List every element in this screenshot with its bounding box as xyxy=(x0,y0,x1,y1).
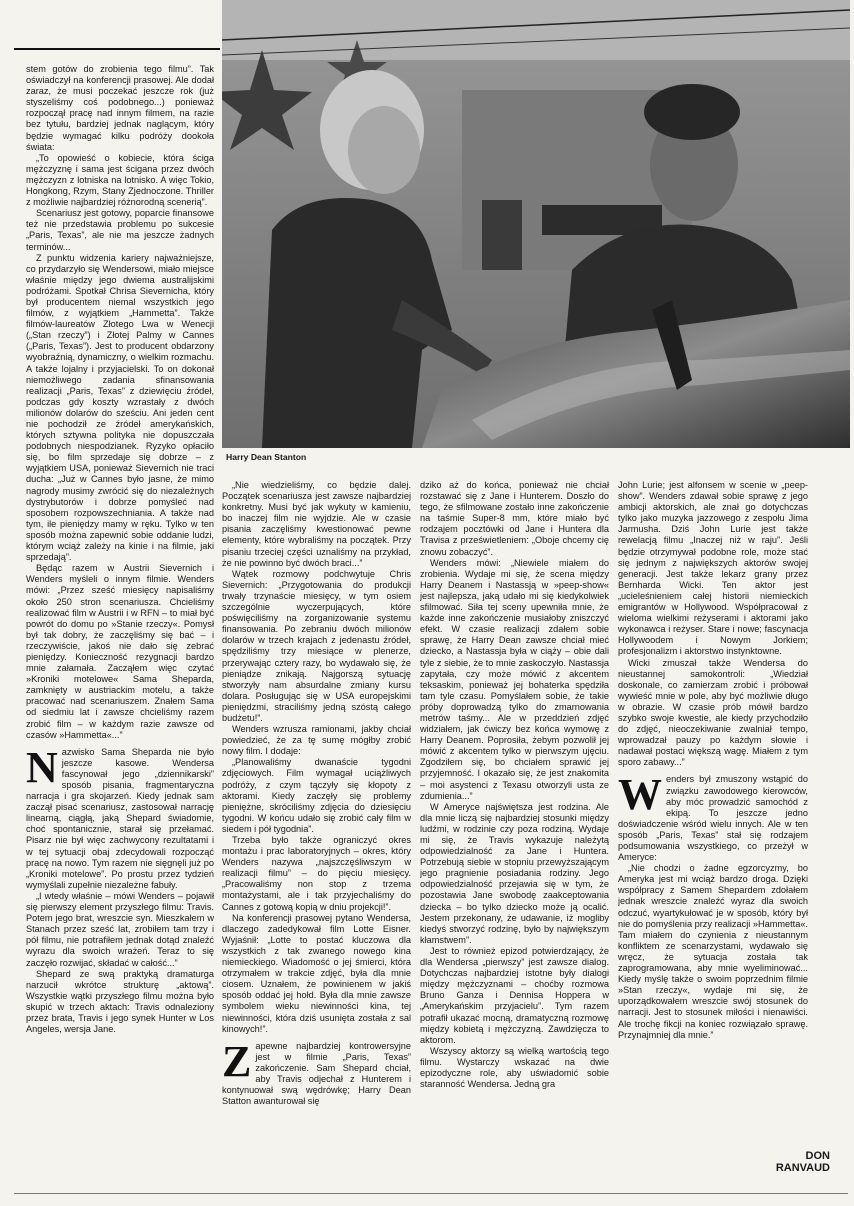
paragraph: „Nie chodzi o żadne egzorcyzmy, bo Ameryka jest mi wciąż bardzo droga. Dzięki współpracy z Samem Shepardem zdołałem jednak wreszcie znaleźć wyraz dla swoich odczuć, wyartykułować je w sposób, który był nie do pomyślenia przy realizacji »Hammetta«. Tam miałem do czynienia z nieustannym konfliktem ze scenarzystami, wydawało się wręcz, że sytuacja została tak zaprogramowana, aby mnie wyeliminować... Kiedy myślę także o swoim poprzednim filmie »Stan rzeczy«, wydaje mi się, że uporządkowałem wreszcie swój stosunek do narracji. Jest to stosunek miłości i nienawiści. Ale trochę fikcji na koniec rozwiązało sprawę. Przynajmniej dla mnie.” xyxy=(618,863,808,1040)
photo-illustration xyxy=(222,0,850,448)
author-byline xyxy=(760,1150,830,1174)
bottom-rule xyxy=(14,1193,848,1194)
paragraph: „Planowaliśmy dwanaście tygodni zdjęciowych. Film wymagał uciążliwych podróży, z czym tączyły się kłopoty z aktorami. Kiedy zaczęły się problemy pieniężne, skróciliśmy zdjęcia do dziesięciu tygodni. W końcu udało się zrobić cały film w siedem i pół tygodnia”. xyxy=(222,757,411,834)
paragraph: Będąc razem w Austrii Sievernich i Wenders myśleli o innym filmie. Wenders mówi: „Przez sześć miesięcy napisaliśmy około 250 stron scenariusza. Chcieliśmy realizować film w Austrii i w RFN – to miał być powrót do domu po »Stanie rzeczy«. Pomysł był tak dobry, że zaczęliśmy się bać – i rzeczywiście, jakoś nie dało się zebrać pieniędzy. Konieczność rezygnacji bardzo mnie załamała. Zacząłem więc czytać »Kroniki motelowe« Sama Sheparda, zamknięty w austriackim motelu, a także pracować nad scenariuszem. Znałem Sama od siedmiu lat i zawsze chcieliśmy razem zrobić film – w każdym razie zawsze od czasów »Hammetta«...” xyxy=(26,563,214,740)
drop-cap: W xyxy=(618,770,662,820)
drop-cap: Z xyxy=(222,1036,252,1086)
text-column-1 xyxy=(26,64,214,1188)
paragraph-dropcap xyxy=(26,742,214,891)
paragraph-dropcap xyxy=(222,1036,411,1108)
film-still-photo xyxy=(222,0,850,448)
paragraph: stem gotów do zrobienia tego filmu”. Tak oświadczył na konferencji prasowej. Ale dodał zaraz, że musi poczekać jeszcze rok (już styszeliśmy coś podobnego...) ponieważ rozpoczął pracę nad innym filmem, na razie bez tytułu, bardziej jednak naglącym, który będzie wymagać kilku podróży dookoła świata: xyxy=(26,64,214,152)
paragraph: Jest to również epizod potwierdzający, że dla Wendersa „pierwszy” jest zawsze dialog. Dotychczas najbardziej istotne były dialogi między mężczyznami – choćby rozmowa Bruno Ganza i Dennisa Hoppera w „Amerykańskim przyjacielu”. Tym razem potrafił ukazać mocną, dramatyczną rozmowę między kobietą i mężczyzną. Zawdzięcza to aktorom. xyxy=(420,945,609,1045)
paragraph: Wszyscy aktorzy są wielką wartością tego filmu. Wystarczy wskazać na dwie epizodyczne role, aby uświadomić sobie staranność Wendersa. Jedną gra xyxy=(420,1045,609,1090)
top-rule xyxy=(14,48,220,50)
paragraph: Wenders wzrusza ramionami, jakby chciał powiedzieć, że za tę sumę mógłby zrobić nowy film. I dodaje: xyxy=(222,724,411,757)
paragraph-dropcap xyxy=(618,770,808,863)
author-last-name: RANVAUD xyxy=(775,1162,830,1174)
paragraph-text: azwisko Sama Sheparda nie było jeszcze kasowe. Wendersa fascynował jego „dziennikarski” sposób pisania, fragmentaryczna narracja i gra skojarzeń. Kiedy jednak sam zaczął pisać scenariusz, zastosował narrację linearną, ciągłą, jaką Shepard świadomie, choć spontanicznie, starał się przełamać. Pisarz nie był więc zachwycony rezultatami i w tej sytuacji obaj zdecydowali rozpocząć pracę na nowo. Tym razem nie sięgnęli już po „Kroniki motelowe”. Po prostu przez tydzień wymyślali zupełnie niezależne fabuły. xyxy=(26,746,214,890)
paragraph: „I wtedy właśnie – mówi Wenders – pojawił się pierwszy element przyszłego filmu: Travis. Potem jego brat, wreszcie syn. Mieszkałem w Stanach przez sześć lat, zrobiłem tam trzy i pół filmu, nie potrafiłem jednak dotąd znaleźć wyrazu dla swoich wrażeń. Teraz to się zaczęło rozwijać, składać w całość...” xyxy=(26,890,214,968)
paragraph-text: enders był zmuszony wstąpić do związku zawodowego kierowców, aby móc prowadzić samochód z ekipą. To jeszcze jedno doświadczenie wśród wielu innych. Ale w ten sposób „Paris, Texas” stał się rodzajem podsumowania wszystkiego, co przeżył w Ameryce: xyxy=(618,774,808,863)
paragraph: Wątek rozmowy podchwytuje Chris Sievernich: „Przygotowania do produkcji trwały trzynaście miesięcy, w tym osiem szczególnie wyczerpujących, które poświęciliśmy na zorganizowanie systemu finansowania. Po zebraniu dwóch milionów dolarów w trzech krajach z jedenastu źródeł, spędziliśmy trzy miesiące w plenerze, przerywając cztery razy, bo wydawało się, że pieniądze znikają. Najgorszą sytuację stworzyły nam absurdalne zmiany kursu dolara. Posługując się w USA europejskimi pieniędzmi, straciliśmy jedną szóstą całego budżetu!”. xyxy=(222,568,411,723)
paragraph: Na konferencji prasowej pytano Wendersa, dlaczego zadedykował film Lotte Eisner. Wyjaśnił: „Lotte to postać kluczowa dla wszystkich z tak zwanego nowego kina niemieckiego. Wiadomość o jej śmierci, która otrzymałem w trakcie zdjęć, była dla mnie ciosem. Uznałem, że powinienem w jakiś sposób oddać jej hołd. Była dla mnie zawsze symbolem wieku niewinności kina, tej niewinności, która dziś usunięta została z sal kinowych!”. xyxy=(222,912,411,1034)
paragraph: Wicki zmuszał także Wendersa do nieustannej samokontroli: „Wiedział doskonale, co zamierzam zrobić i próbował wywieść mnie w pole, aby być możliwie długo w obrazie. W czasie prób mówił bardzo szybko swoje kwestie, ale kiedy przychodziło do zdjęć, nieoczekiwanie zwalniał tempo, wprowadzał pauzy po każdym słowie i nadawał postaci większą wagę. Miałem z tym sporo zabawy...” xyxy=(618,657,808,768)
paragraph: W Ameryce najświętsza jest rodzina. Ale dla mnie liczą się najbardziej stosunki między ludźmi, w rodzinie czy poza rodziną. Wydaje mi się, że Travis wykazuje należytą odpowiedzialność za Jane i Huntera. Potrzebują siebie w stopniu przewyższającym jego pragnienie posiadania rodziny. Jego odpowiedzialność przejawia się w tym, że pozostawia Jane swobodę zaakceptowania dziecka – bo tylko dziecko może ją ocalić. Jestem przekonany, że udawanie, iż mogliby kiedyś stworzyć rodzinę, było by największym kłamstwem”. xyxy=(420,801,609,945)
paragraph-text: apewne najbardziej kontrowersyjne jest w filmie „Paris, Texas” zakończenie. Sam Shepard chciał, aby Travis odjechał z Hunterem i kontynuował swą wędrówkę; Harry Dean Statton awanturował się xyxy=(222,1040,411,1107)
paragraph: Scenariusz jest gotowy, poparcie finansowe też nie przedstawia problemu po sukcesie „Paris, Texas”, ale nie ma jeszcze żadnych terminów... xyxy=(26,208,214,252)
paragraph: Wenders mówi: „Niewiele miałem do zrobienia. Wydaje mi się, że scena między Harry Deanem i Nastassją w »peep-show« jest najlepsza, jaką udało mi się kiedykolwiek sfilmować. Siła tej sceny upewniła mnie, że każde inne zakończenie musiałoby zniszczyć efekt. W czasie realizacji zdałem sobie sprawę, że Harry Dean zawsze chciał mieć dziecko, a Nastassja była w ciąży – obie dali tyle z siebie, że to mnie zaskoczyło. Nastassja zapytała, czy może mówić z akcentem teksaskim, ponieważ jej bohaterka spędziła tam tyle czasu. Pomyślałem sobie, że takie próby doprowadzą tylko do zmarnowania metrów taśmy... Ale w przeddzień zdjęć widziałem, jak ćwiczy bez końca wymowę z Harry Deanem. Poprosiła, żebym pozwolił jej mówić z akcentem tylko w pierwszym ujęciu. Zgodziłem się, bo chciałem sprawić jej przyjemność. I okazało się, że jest znakomita – moi asystenci z Texasu otworzyli usta ze zdumienia...” xyxy=(420,557,609,801)
author-first-name: DON xyxy=(805,1150,830,1162)
paragraph: Z punktu widzenia kariery najważniejsze, co przydarzyło się Wendersowi, miało miejsce właśnie między jego dwiema australijskimi podróżami. Spotkał Chrisa Sievernicha, który był producentem niemal wszystkich jego filmów, z wyjątkiem „Hammetta”. Także filmów-laureatów Złotego Lwa w Wenecji („Stan rzeczy”) i Złotej Palmy w Cannes („Paris, Texas”). Jest to producent obdarzony wyobraźnią, dynamiczny, o wielkim rozmachu. A także lojalny i przyjacielski. To on dokonał niemożliwego zadania sfinansowania realizacji „Paris, Texas” z dziewięciu źródeł, podczas gdy koszty wzrastały z dwóch milionów dolarów do sześciu. Ani jeden cent nie pochodził ze źródeł amerykańskich, których sztywna polityka nie dopuszczała podobnych niespodzianek. Ryzyko opłaciło się, bo film sprzedaje się dobrze – z wyjątkiem USA, ponieważ Sievernich nie traci ducha: „Już w Cannes było jasne, że mimo nagrody musimy zwrócić się do niezależnych dystrybutorów i dobrze pomyśleć nad sposobem rozpowszechniania. A także nad tym, ile pieniędzy mamy w ręku. Tylko w ten sposób można zapewnić sobie oddanie ludzi, którym wciąż zależy na kinie i na filmie, jaki sprzedają”. xyxy=(26,252,214,563)
paragraph: dziko aż do końca, ponieważ nie chciał rozstawać się z Jane i Hunterem. Doszło do tego, że sfilmowane zostało inne zakończenie na taśmie Super-8 mm, które miało być rodzajem pocztówki od Jane i Huntera dla Travisa z prześwietleniem: „Oboje chcemy cię znowu zobaczyć”. xyxy=(420,480,609,557)
paragraph: John Lurie; jest alfonsem w scenie w „peep-show”. Wenders zdawał sobie sprawę z jego ambicji aktorskich, ale znał go dotychczas tylko jako muzyka jazzowego z zespołu Jima Jarmusha. Dziś John Lurie jest także rewelacją filmu „Inaczej niż w raju”. Jeśli będzie otrzymywał podobne role, może stać się jednym z największych aktorów swojej generacji. Jest także lekarz grany przez Bernharda Wicki. Ten aktor jest „ucieleśnieniem całej historii niemieckich emigrantów w Hollywood. Współpracował z wieloma wielkimi reżyserami i aktorami jako wykonawca i reżyser. Stare i nowe; fascynacja Hollywoodem i Nowym Jorkiem; profesjonalizm i aktorstwo instynktowne. xyxy=(618,480,808,657)
drop-cap: N xyxy=(26,742,58,792)
paragraph: Shepard ze swą praktyką dramaturga narzucił wkrótce strukturę „aktową”. Wszystkie wątki przyszłego filmu można było skupić w trzech aktach: Travis odnaleziony przez brata, Travis i jego synek Hunter w Los Angeles, wersja Jane. xyxy=(26,968,214,1035)
photo-caption: Harry Dean Stanton xyxy=(226,452,307,462)
text-column-2 xyxy=(222,480,411,1189)
text-column-4 xyxy=(618,480,808,1189)
text-column-3 xyxy=(420,480,609,1189)
paragraph: Trzeba było także ograniczyć okres montażu i prac laboratoryjnych – okres, który Wenders nazywa „najszczęśliwszym w realizacji filmu” – do pięciu miesięcy. „Pracowaliśmy non stop z trzema montażystami, ale i tak przyjechaliśmy do Cannes z gotową kopią w dniu projekcji!”. xyxy=(222,835,411,912)
paragraph: „To opowieść o kobiecie, która ściga mężczyznę i sama jest ścigana przez dwóch mężczyzn z lotniska na lotnisko. A więc Tokio, Hongkong, Rzym, Stany Zjednoczone. Thriller z możliwie najbardziej różnorodną scenerią”. xyxy=(26,152,214,208)
paragraph: „Nie wiedzieliśmy, co będzie dalej. Początek scenariusza jest zawsze najbardziej konkretny. Musi być jak wykuty w kamieniu, bo inaczej film nie wyjdzie. Ale w czasie pisania zaczęliśmy kwestionować pewne elementy, które wybraliśmy na początek. Przy pisaniu trzeciej części uznaliśmy na przykład, że nie powinno być dwóch braci...” xyxy=(222,480,411,568)
